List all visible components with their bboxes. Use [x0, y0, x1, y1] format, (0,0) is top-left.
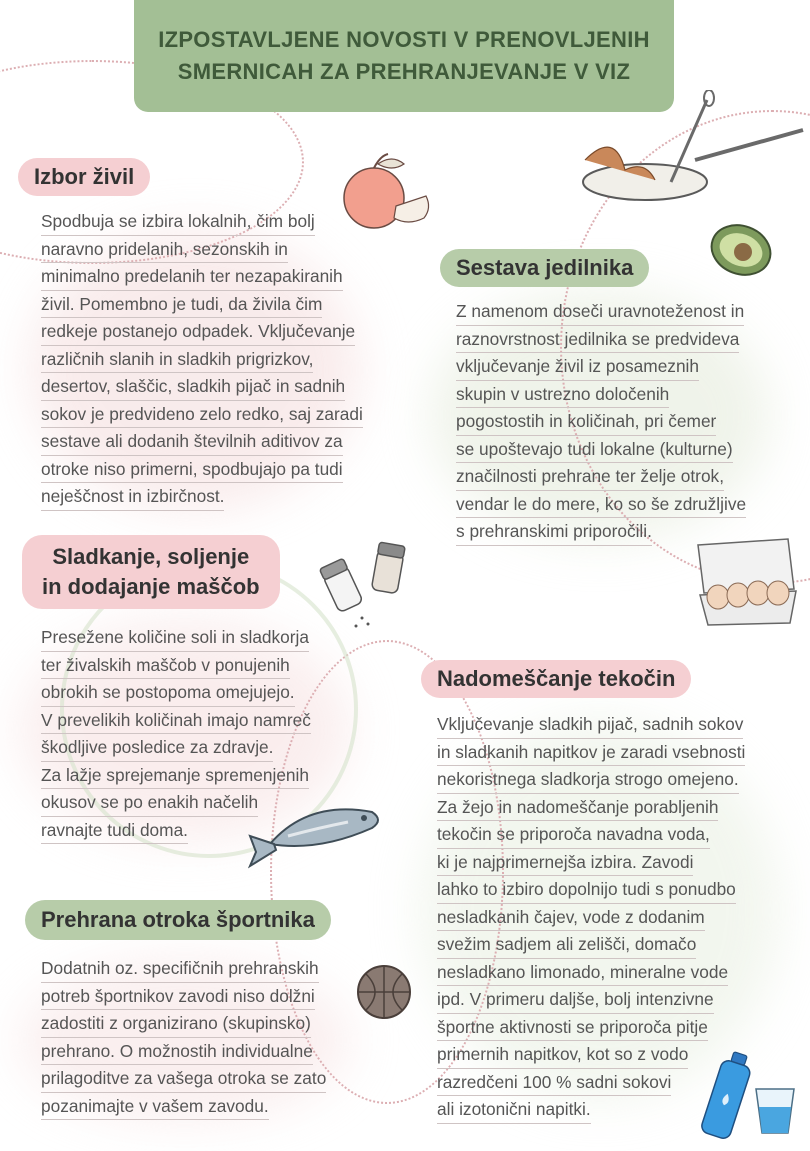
heading-sladkanje-soljenje: [22, 535, 280, 609]
text-line: škodljive posledice za zdravje.: [41, 734, 273, 762]
water-glass-icon: [752, 1085, 798, 1137]
text-line: Vključevanje sladkih pijač, sadnih sokov: [437, 711, 743, 739]
text-line: ki je najprimernejša izbira. Zavodi: [437, 849, 693, 877]
text-line: redkeje postanejo odpadek. Vključevanje: [41, 318, 355, 346]
text-line: svežim sadjem ali zelišči, domačo: [437, 931, 696, 959]
page-title-line-1: IZPOSTAVLJENE NOVOSTI V PRENOVLJENIH: [158, 27, 650, 52]
text-line: značilnosti prehrane ter želje otrok,: [456, 463, 724, 491]
text-line: prehrano. O možnostih individualne: [41, 1038, 313, 1066]
text-line: vendar le do mere, ko so še združljive: [456, 491, 746, 519]
text-line: ravnajte tudi doma.: [41, 817, 188, 845]
avocado-icon: [706, 214, 776, 284]
basketball-icon: [354, 962, 414, 1022]
text-line: naravno pridelanih, sezonskih in: [41, 236, 288, 264]
text-line: Z namenom doseči uravnoteženost in: [456, 298, 744, 326]
heading-nadomescanje-label: Nadomeščanje tekočin: [437, 666, 676, 691]
text-line: razredčeni 100 % sadni sokovi: [437, 1069, 671, 1097]
text-line: ali izotonični napitki.: [437, 1096, 591, 1124]
text-line: se upoštevajo tudi lokalne (kulturne): [456, 436, 733, 464]
heading-prehrana-sportnika-label: Prehrana otroka športnika: [41, 907, 315, 932]
text-line: živil. Pomembno je tudi, da živila čim: [41, 291, 322, 319]
text-line: Dodatnih oz. specifičnih prehranskih: [41, 955, 319, 983]
page-title-line-2: SMERNICAH ZA PREHRANJEVANJE V VIZ: [177, 59, 631, 84]
text-line: tekočin se priporoča navadna voda,: [437, 821, 710, 849]
text-line: vključevanje živil iz posameznih: [456, 353, 699, 381]
paragraph-prehrana-sportnika: [41, 955, 326, 1120]
text-line: sestave ali dodanih številnih aditivov za: [41, 428, 343, 456]
heading-prehrana-sportnika: [25, 900, 331, 940]
paragraph-sestava-jedilnika: [456, 298, 746, 546]
text-line: lahko to izbiro dopolnijo tudi s ponudbo: [437, 876, 736, 904]
heading-sestava-jedilnika: [440, 249, 649, 287]
text-line: Spodbuja se izbira lokalnih, čim bolj: [41, 208, 315, 236]
text-line: prilagoditve za vašega otroka se zato: [41, 1065, 326, 1093]
text-line: otroke niso primerni, spodbujajo pa tudi: [41, 456, 343, 484]
text-line: športne aktivnosti se priporoča pitje: [437, 1014, 708, 1042]
text-line: Za žejo in nadomeščanje porabljenih: [437, 794, 718, 822]
text-line: V prevelikih količinah imajo namreč: [41, 707, 311, 735]
text-line: in sladkanih napitkov je zaradi vsebnosti: [437, 739, 745, 767]
text-line: neješčnost in izbirčnost.: [41, 483, 224, 511]
frying-pan-icon: [575, 90, 805, 210]
egg-carton-icon: [690, 535, 802, 630]
text-line: Presežene količine soli in sladkorja: [41, 624, 309, 652]
heading-sladkanje-line-2: in dodajanje maščob: [42, 574, 260, 599]
fish-icon: [248, 790, 388, 870]
paragraph-izbor-zivil: [41, 208, 363, 511]
text-line: obrokih se postopoma omejujejo.: [41, 679, 295, 707]
heading-izbor-zivil: [18, 158, 150, 196]
text-line: s prehranskimi priporočili.: [456, 518, 652, 546]
text-line: desertov, slaščic, sladkih pijač in sadnih: [41, 373, 345, 401]
apple-icon: [338, 150, 436, 236]
text-line: Za lažje sprejemanje spremenjenih: [41, 762, 309, 790]
text-line: zadostiti z organizirano (skupinsko): [41, 1010, 311, 1038]
text-line: nesladkanih čajev, vode z dodanim: [437, 904, 705, 932]
text-line: nekoristnega sladkorja strogo omejeno.: [437, 766, 739, 794]
heading-sestava-jedilnika-label: Sestava jedilnika: [456, 255, 634, 280]
heading-sladkanje-line-1: Sladkanje, soljenje: [52, 544, 250, 569]
text-line: potreb športnikov zavodi niso dolžni: [41, 983, 315, 1011]
text-line: skupin v ustrezno določenih: [456, 381, 669, 409]
heading-nadomescanje-tekocin: [421, 660, 691, 698]
water-bottle-icon: [700, 1048, 756, 1144]
text-line: ter živalskih maščob v ponujenih: [41, 652, 290, 680]
text-line: pozanimajte v vašem zavodu.: [41, 1093, 269, 1121]
text-line: minimalno predelanih ter nezapakiranih: [41, 263, 343, 291]
text-line: nesladkano limonado, mineralne vode: [437, 959, 728, 987]
text-line: sokov je predvideno zelo redko, saj zaradi: [41, 401, 363, 429]
text-line: primernih napitkov, kot so z vodo: [437, 1041, 688, 1069]
text-line: raznovrstnost jedilnika se predvideva: [456, 326, 739, 354]
salt-pepper-shakers-icon: [310, 540, 415, 630]
text-line: različnih slanih in sladkih prigrizkov,: [41, 346, 313, 374]
text-line: ipd. V primeru daljše, bolj intenzivne: [437, 986, 714, 1014]
heading-izbor-zivil-label: Izbor živil: [34, 164, 135, 189]
text-line: okusov se po enakih načelih: [41, 789, 258, 817]
text-line: pogostostih in količinah, pri čemer: [456, 408, 716, 436]
